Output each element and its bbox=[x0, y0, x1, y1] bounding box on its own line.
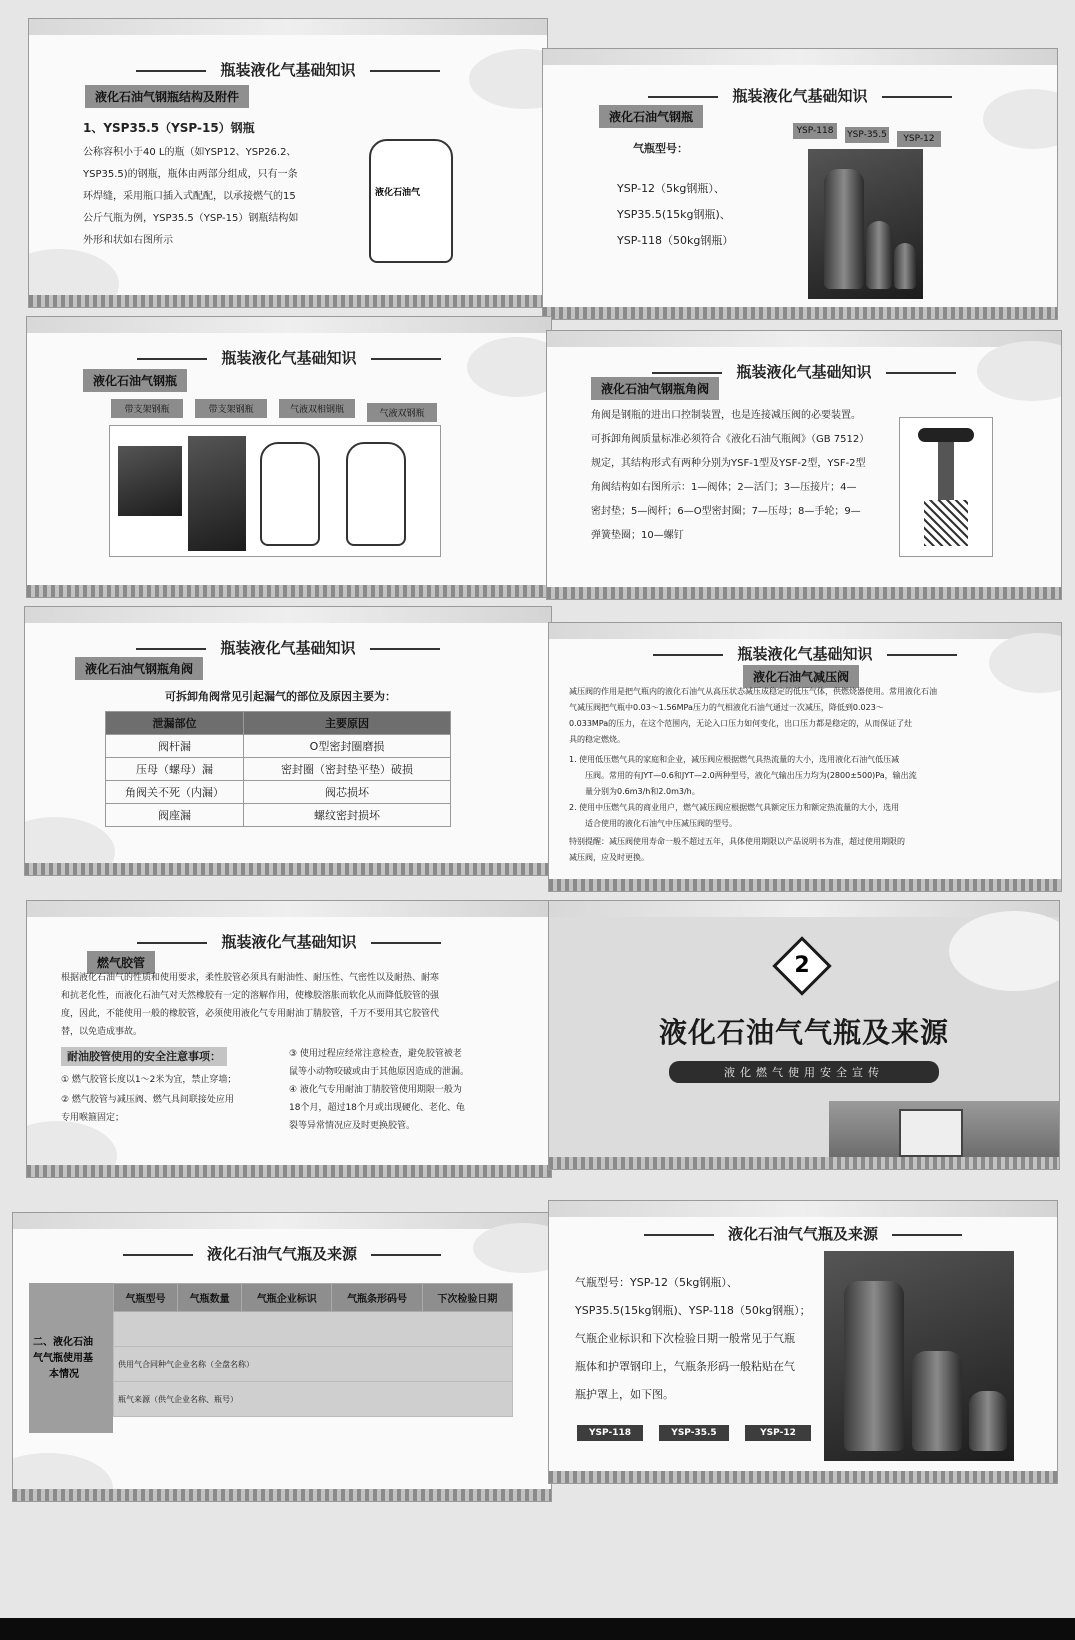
model-button: YSP-118 bbox=[793, 123, 837, 139]
slide-section-divider bbox=[548, 900, 1060, 1170]
types-image-panel bbox=[109, 425, 441, 557]
table-cell: 压母（螺母）漏 bbox=[106, 758, 244, 781]
body-line: 公称容积小于40 L的瓶（如YSP12、YSP26.2、 bbox=[83, 147, 297, 158]
table-header: 主要原因 bbox=[244, 712, 451, 735]
slide-usage-table bbox=[12, 1212, 552, 1502]
slide-cylinder-source bbox=[548, 1200, 1058, 1484]
body-line: 根据液化石油气的性质和使用要求，柔性胶管必须具有耐油性、耐压性、气密性以及耐热、耐寒 bbox=[61, 973, 440, 983]
body-line: YSP35.5(15kg钢瓶)、YSP-118（50kg钢瓶）； bbox=[575, 1304, 811, 1317]
model-button: YSP-35.5 bbox=[659, 1425, 729, 1441]
safety-item: 鼠等小动物咬破或由于其他原因造成的泄漏。 bbox=[289, 1067, 470, 1077]
slide-title: 瓶装液化气基础知识 bbox=[25, 637, 551, 658]
body-line: 气瓶企业标识和下次检验日期一般常见于气瓶 bbox=[575, 1332, 795, 1345]
section-tag: 液化石油气减压阀 bbox=[743, 665, 859, 688]
cylinder-photo bbox=[118, 446, 182, 516]
side-label-line: 气气瓶使用基 bbox=[33, 1353, 93, 1364]
body-line: 外形和状如右图所示 bbox=[83, 235, 173, 246]
body-line: 气瓶型号：YSP-12（5kg钢瓶）、 bbox=[575, 1276, 738, 1289]
table-header: 气瓶企业标识 bbox=[242, 1284, 332, 1312]
slide-title: 瓶装液化气基础知识 bbox=[547, 361, 1061, 382]
slide-cylinder-models bbox=[542, 48, 1058, 320]
subsection-tag: 耐油胶管使用的安全注意事项： bbox=[61, 1047, 227, 1066]
safety-item: 专用喉箍固定； bbox=[61, 1113, 125, 1123]
table-cell: 密封圈（密封垫平垫）破损 bbox=[244, 758, 451, 781]
cylinder-diagram bbox=[260, 442, 320, 546]
slide-title: 瓶装液化气基础知识 bbox=[27, 931, 551, 952]
table-cell: 阀杆漏 bbox=[106, 735, 244, 758]
body-line: YSP35.5)的钢瓶，瓶体由两部分组成，只有一条 bbox=[83, 169, 298, 180]
slide-title: 瓶装液化气基础知识 bbox=[29, 59, 547, 80]
body-line: 角阀是钢瓶的进出口控制装置，也是连接减压阀的必要装置。 bbox=[591, 410, 861, 421]
table-cell: 螺纹密封损坏 bbox=[244, 804, 451, 827]
body-line: 规定，其结构形式有两种分别为YSF-1型及YSF-2型，YSF-2型 bbox=[591, 458, 866, 469]
model-line: YSP-118（50kg钢瓶） bbox=[617, 234, 734, 247]
table-header: 气瓶数量 bbox=[178, 1284, 242, 1312]
slide-cylinder-types bbox=[26, 316, 552, 598]
side-label-line: 二、液化石油 bbox=[33, 1337, 93, 1348]
body-line: 瓶体和护罩钢印上，气瓶条形码一般粘贴在气 bbox=[575, 1360, 795, 1373]
table-header: 气瓶条形码号 bbox=[332, 1284, 422, 1312]
body-line: 环焊缝，采用瓶口插入式配配，以承接燃气的15 bbox=[83, 191, 296, 202]
list-item: 压阀。常用的有JYT—0.6和JYT—2.0两种型号，液化气输出压力均为(2800±500)Pa，输出流 bbox=[585, 771, 917, 780]
leak-table bbox=[105, 711, 451, 827]
safety-item: ② 燃气胶管与减压阀、燃气具间联接处应用 bbox=[61, 1095, 234, 1105]
table-cell: O型密封圈磨损 bbox=[244, 735, 451, 758]
slide-title: 瓶装液化气基础知识 bbox=[549, 643, 1061, 664]
table-cell: 供用气合同种气企业名称（全盘名称） bbox=[114, 1347, 513, 1382]
safety-item: 18个月，超过18个月或出现硬化、老化、龟 bbox=[289, 1103, 465, 1113]
cloud-decoration bbox=[24, 817, 115, 876]
table-row bbox=[114, 1312, 513, 1347]
table-header: 泄漏部位 bbox=[106, 712, 244, 735]
cylinder-label: 液化石油气 bbox=[375, 188, 421, 198]
slide-cylinder-structure bbox=[28, 18, 548, 308]
table-cell: 阀芯损坏 bbox=[244, 781, 451, 804]
model-button: YSP-118 bbox=[577, 1425, 643, 1441]
table-row bbox=[106, 804, 451, 827]
model-line: YSP35.5(15kg钢瓶)、 bbox=[617, 208, 731, 221]
slide-title: 瓶装液化气基础知识 bbox=[27, 347, 551, 368]
cylinder-diagram bbox=[369, 139, 453, 263]
body-line: 密封垫；5—阀杆；6—O型密封圈；7—压母；8—手轮；9— bbox=[591, 506, 861, 517]
section-banner: 液化燃气使用安全宣传 bbox=[669, 1061, 939, 1083]
list-item: 2. 使用中压燃气具的商业用户，燃气减压阀应根据燃气具额定压力和额定热流量的大小，选用 bbox=[569, 803, 900, 812]
section-tag: 液化石油气钢瓶结构及附件 bbox=[85, 85, 249, 108]
type-tab: 带支架钢瓶 bbox=[111, 399, 183, 418]
cloud-decoration bbox=[12, 1453, 113, 1502]
body-line: 度，因此，不能使用一般的橡胶管，必须使用液化气专用耐油丁腈胶管，千万不要用其它胶管代 bbox=[61, 1009, 440, 1019]
table-row bbox=[106, 758, 451, 781]
slide-title: 液化石油气气瓶及来源 bbox=[549, 1223, 1057, 1244]
table-cell: 瓶气来源（供气企业名称、瓶号） bbox=[114, 1382, 513, 1417]
table-cell: 角阀关不死（内漏） bbox=[106, 781, 244, 804]
cloud-decoration bbox=[26, 1121, 117, 1178]
table-header: 气瓶型号 bbox=[114, 1284, 178, 1312]
side-label-line: 本情况 bbox=[49, 1369, 79, 1380]
slide-title: 液化石油气气瓶及来源 bbox=[13, 1243, 551, 1264]
body-line: 角阀结构如右图所示：1—阀体；2—活门；3—压接片；4— bbox=[591, 482, 857, 493]
body-line: 气减压阀把气瓶中0.03～1.56MPa压力的气相液化石油气通过一次减压，降低到0.023～ bbox=[569, 703, 884, 712]
list-item: 1. 使用低压燃气具的家庭和企业，减压阀应根据燃气具热流量的大小，选用液化石油气低压减 bbox=[569, 755, 900, 764]
section-title: 液化石油气气瓶及来源 bbox=[658, 1016, 949, 1049]
table-caption: 可拆卸角阀常见引起漏气的部位及原因主要为： bbox=[165, 690, 396, 703]
body-line: 可拆卸角阀质量标准必须符合《液化石油气瓶阀》（GB 7512） bbox=[591, 434, 870, 445]
type-tab: 气液双钢瓶 bbox=[367, 403, 437, 422]
body-line: 0.033MPa的压力，在这个范围内，无论入口压力如何变化，出口压力都是稳定的，从而保证了灶 bbox=[569, 719, 913, 728]
body-line: 瓶护罩上，如下图。 bbox=[575, 1388, 674, 1401]
table-row bbox=[114, 1347, 513, 1382]
model-line: YSP-12（5kg钢瓶）、 bbox=[617, 182, 725, 195]
cylinder-photo bbox=[188, 436, 246, 551]
list-item: 量分别为0.6m3/h和2.0m3/h。 bbox=[585, 787, 700, 796]
safety-item: ① 燃气胶管长度以1～2米为宜，禁止穿墙； bbox=[61, 1075, 237, 1085]
cylinder-diagram bbox=[346, 442, 406, 546]
slide-leak-causes bbox=[24, 606, 552, 876]
body-line: 具的稳定燃烧。 bbox=[569, 735, 625, 744]
table-row bbox=[106, 781, 451, 804]
table-row bbox=[114, 1382, 513, 1417]
section-tag: 液化石油气钢瓶 bbox=[83, 369, 187, 392]
table-cell: 阀座漏 bbox=[106, 804, 244, 827]
safety-item: ③ 使用过程应经常注意检查，避免胶管被老 bbox=[289, 1049, 462, 1059]
slide-title: 瓶装液化气基础知识 bbox=[543, 85, 1057, 106]
table-header: 下次检验日期 bbox=[422, 1284, 512, 1312]
type-tab: 带支架钢瓶 bbox=[195, 399, 267, 418]
safety-item: ④ 液化气专用耐油丁腈胶管使用期限一般为 bbox=[289, 1085, 462, 1095]
section-tag: 液化石油气钢瓶 bbox=[599, 105, 703, 128]
section-number-badge bbox=[772, 936, 831, 995]
list-item: 适合使用的液化石油气中压减压阀的型号。 bbox=[585, 819, 737, 828]
body-line: 减压阀的作用是把气瓶内的液化石油气从高压状态减压成稳定的低压气体，供燃烧器使用。常用液化石油 bbox=[569, 687, 937, 696]
usage-table bbox=[113, 1283, 513, 1417]
slide-angle-valve bbox=[546, 330, 1062, 600]
valve-diagram bbox=[899, 417, 993, 557]
body-line: 和抗老化性，而液化石油气对天然橡胶有一定的溶解作用，使橡胶溶胀而软化从而降低胶管的强 bbox=[61, 991, 440, 1001]
cloud-decoration bbox=[949, 911, 1060, 991]
body-line: 替，以免造成事故。 bbox=[61, 1027, 143, 1037]
model-button: YSP-12 bbox=[897, 131, 941, 147]
section-heading: 1、YSP35.5（YSP-15）钢瓶 bbox=[83, 121, 255, 135]
section-tag: 液化石油气钢瓶角阀 bbox=[591, 377, 719, 400]
safety-item: 裂等异常情况应及时更换胶管。 bbox=[289, 1121, 416, 1131]
body-line: 弹簧垫圈；10—螺钉 bbox=[591, 530, 684, 541]
cylinder-photo bbox=[808, 149, 923, 299]
warning-note: 减压阀，应及时更换。 bbox=[569, 853, 649, 862]
warning-note: 特别提醒：减压阀使用寿命一般不超过五年，具体使用期限以产品说明书为准，超过使用期限的 bbox=[569, 837, 905, 846]
model-button: YSP-35.5 bbox=[845, 127, 889, 143]
body-line: 公斤气瓶为例，YSP35.5（YSP-15）钢瓶结构如 bbox=[83, 213, 299, 224]
section-tag: 液化石油气钢瓶角阀 bbox=[75, 657, 203, 680]
slide-gas-hose bbox=[26, 900, 552, 1178]
table-row bbox=[106, 735, 451, 758]
cylinder-photo bbox=[824, 1251, 1014, 1461]
section-number: 2 bbox=[794, 953, 810, 978]
kitchen-illustration bbox=[829, 1101, 1059, 1161]
cloud-decoration bbox=[28, 249, 119, 308]
model-button: YSP-12 bbox=[745, 1425, 811, 1441]
table-side-label bbox=[29, 1283, 113, 1433]
model-label: 气瓶型号： bbox=[633, 142, 688, 155]
slide-pressure-regulator bbox=[548, 622, 1062, 892]
section-tag: 燃气胶管 bbox=[87, 951, 155, 974]
type-tab: 气液双相钢瓶 bbox=[279, 399, 355, 418]
